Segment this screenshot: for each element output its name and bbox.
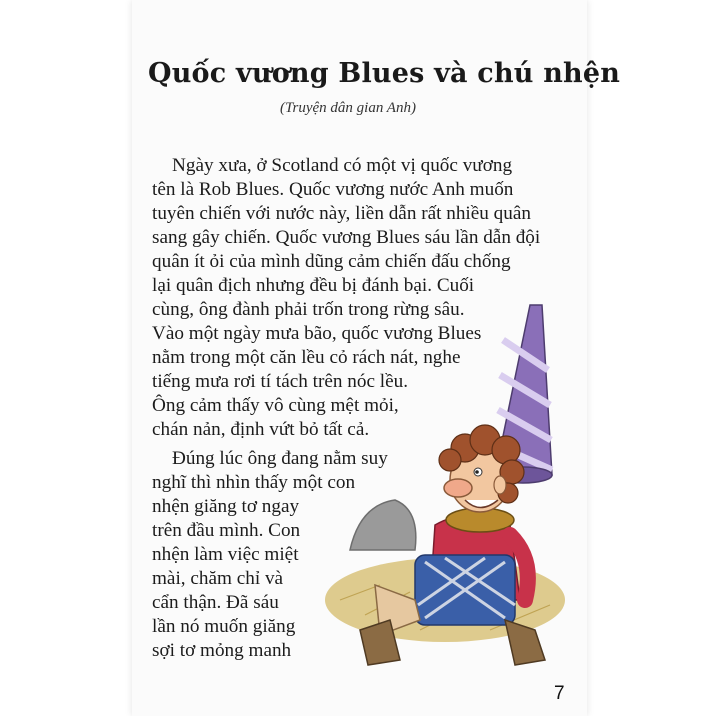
text-line: cẩn thận. Đã sáu — [152, 592, 279, 613]
text-line: nghĩ thì nhìn thấy một con — [152, 472, 356, 493]
text-line: nhện giăng tơ ngay — [152, 496, 300, 517]
text-line: tuyên chiến với nước này, liền dẫn rất nhiều quân — [152, 203, 531, 224]
nose — [444, 479, 472, 497]
text-line: nằm trong một căn lều cỏ rách nát, nghe — [152, 347, 461, 368]
text-line: Ông cảm thấy vô cùng mệt mỏi, — [152, 395, 399, 416]
text-line: chán nản, định vứt bỏ tất cả. — [152, 419, 370, 440]
text-line: Đúng lúc ông đang nằm suy — [172, 448, 388, 469]
text-line: mài, chăm chỉ và — [152, 568, 284, 589]
text-line: lần nó muốn giăng — [152, 616, 296, 637]
text-line: trên đầu mình. Con — [152, 520, 301, 541]
text-line: Vào một ngày mưa bão, quốc vương Blues — [152, 323, 482, 344]
right-boot — [505, 620, 545, 665]
text-line: tiếng mưa rơi tí tách trên nóc lều. — [152, 371, 409, 392]
text-line: sang gây chiến. Quốc vương Blues sáu lần dẫn đội — [152, 227, 541, 248]
story-subtitle: (Truyện dân gian Anh) — [280, 100, 416, 116]
story-title: Quốc vương Blues và chú nhện — [148, 58, 621, 89]
rock — [350, 500, 416, 550]
text-line: lại quân địch nhưng đều bị đánh bại. Cuối — [152, 275, 475, 296]
page-number: 7 — [554, 683, 565, 704]
text-line: quân ít ỏi của mình dũng cảm chiến đấu chống — [152, 251, 511, 272]
text-line: sợi tơ mỏng manh — [152, 640, 292, 661]
text-line: Ngày xưa, ở Scotland có một vị quốc vương — [172, 155, 513, 176]
text-line: tên là Rob Blues. Quốc vương nước Anh muốn — [152, 179, 514, 200]
king-illustration — [320, 300, 570, 670]
text-line: nhện làm việc miệt — [152, 544, 299, 565]
text-line: cùng, ông đành phải trốn trong rừng sâu. — [152, 299, 465, 320]
